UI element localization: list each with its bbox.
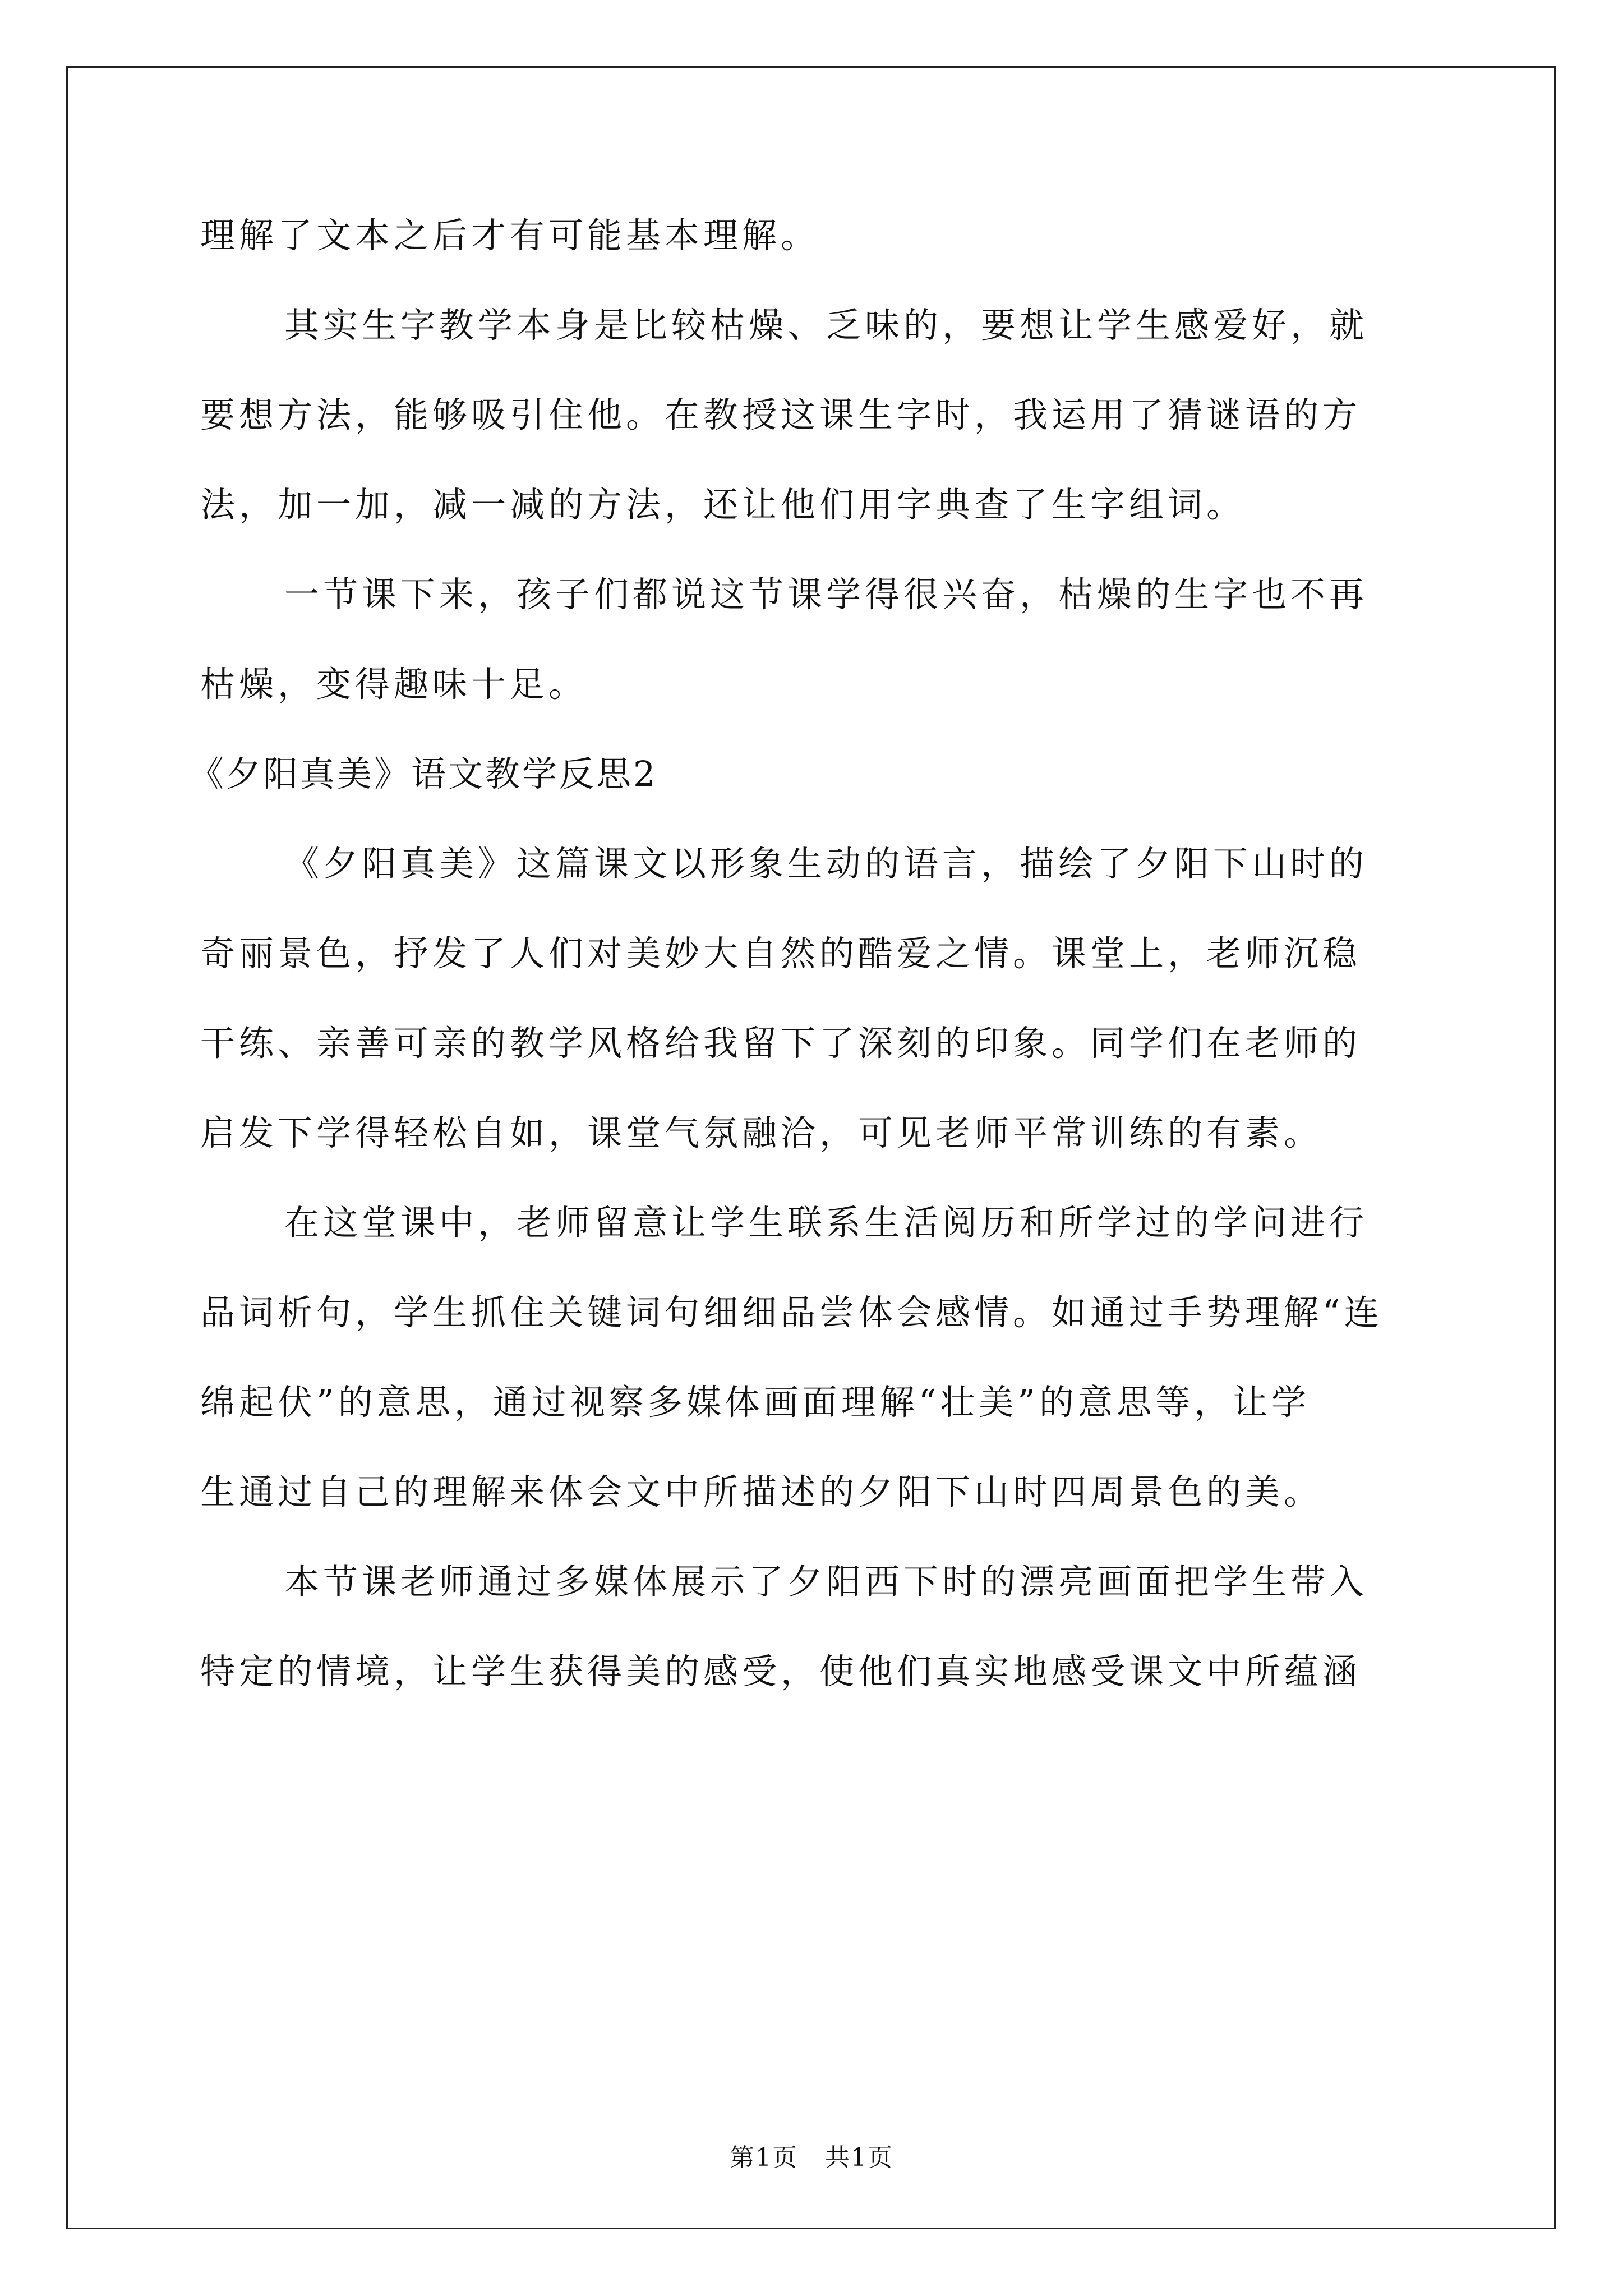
text-line: 品词析句，学生抓住关键词句细细品尝体会感情。如通过手势理解“连 — [200, 1292, 1383, 1333]
text-line: 干练、亲善可亲的教学风格给我留下了深刻的印象。同学们在老师的 — [200, 1023, 1362, 1064]
page-number-current: 第1页 — [730, 2143, 798, 2172]
text-line: 法，加一加，减一减的方法，还让他们用字典查了生字组词。 — [200, 484, 1246, 525]
paragraph-start-line: 一节课下来，孩子们都说这节课学得很兴奋，枯燥的生字也不再 — [284, 574, 1368, 615]
text-line: 枯燥，变得趣味十足。 — [200, 664, 588, 705]
paragraph-start-line: 其实生字教学本身是比较枯燥、乏味的，要想让学生感爱好，就 — [284, 305, 1368, 346]
page-footer — [0, 2137, 1623, 2173]
text-line: 启发下学得轻松自如，课堂气氛融洽，可见老师平常训练的有素。 — [200, 1112, 1323, 1153]
text-line: 绵起伏”的意思，通过视察多媒体画面理解“壮美”的意思等，让学 — [200, 1382, 1311, 1423]
text-line: 要想方法，能够吸引住他。在教授这课生字时，我运用了猜谜语的方 — [200, 394, 1362, 435]
text-line: 理解了文本之后才有可能基本理解。 — [200, 215, 820, 256]
paragraph-start-line: 《夕阳真美》这篇课文以形象生动的语言，描绘了夕阳下山时的 — [284, 843, 1368, 884]
text-line: 生通过自己的理解来体会文中所描述的夕阳下山时四周景色的美。 — [200, 1471, 1323, 1512]
text-line: 特定的情境，让学生获得美的感受，使他们真实地感受课文中所蕴涵 — [200, 1651, 1362, 1692]
paragraph-start-line: 在这堂课中，老师留意让学生联系生活阅历和所学过的学问进行 — [284, 1202, 1368, 1243]
document-body — [189, 191, 1434, 1717]
paragraph-start-line: 本节课老师通过多媒体展示了夕阳西下时的漂亮画面把学生带入 — [284, 1561, 1368, 1602]
text-line: 奇丽景色，抒发了人们对美妙大自然的酷爱之情。课堂上，老师沉稳 — [200, 933, 1362, 974]
page-number-total: 共1页 — [825, 2143, 893, 2172]
section-title: 《夕阳真美》语文教学反思2 — [189, 753, 658, 794]
